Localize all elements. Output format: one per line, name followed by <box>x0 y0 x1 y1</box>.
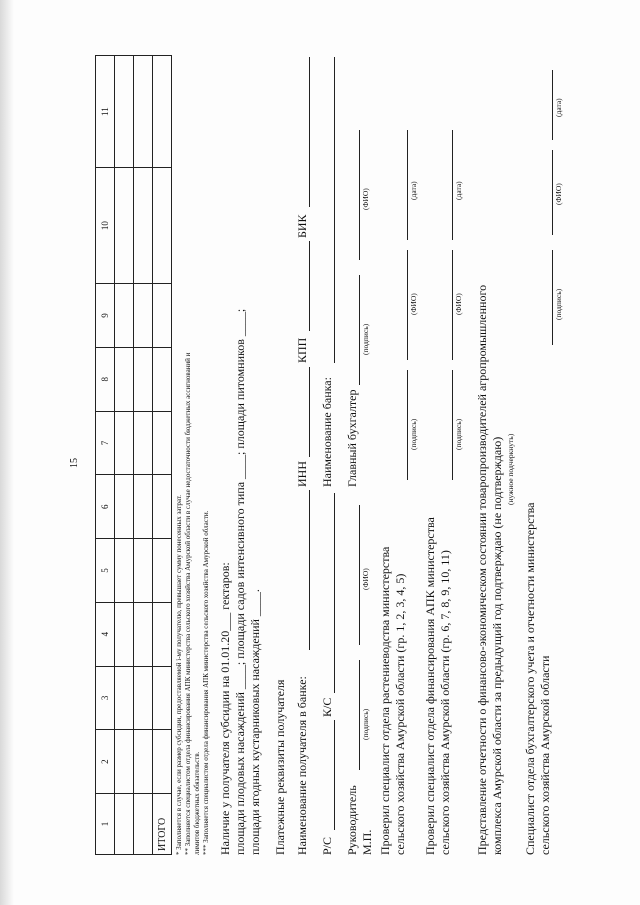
table-header-cell: 8 <box>96 347 115 411</box>
plant-fio-line <box>407 250 408 360</box>
checked-plant-line-1: Проверил специалист отдела растениеводства министерства <box>378 546 392 855</box>
accounting-fio-hint: (ФИО) <box>554 183 563 205</box>
footnote: ** Заполняется специалистом отдела финансирования АПК министерства сельского хозяйства Амурской области в случае недостаточности бюджетных ассигнований и <box>184 352 192 855</box>
head-sign-hint: (подпись) <box>361 708 370 740</box>
bik-label: БИК <box>295 214 309 238</box>
table-header-row <box>96 56 115 855</box>
table-total-row <box>153 56 172 855</box>
table-header-cell: 10 <box>96 168 115 284</box>
footnote: лимитов бюджетных обязательств. <box>193 751 201 855</box>
underline-hint: (нужное подчеркнуть) <box>506 433 515 505</box>
payment-header: Платежные реквизиты получателя <box>273 679 287 855</box>
table-header-cell: 3 <box>96 666 115 730</box>
bik-line <box>309 57 310 207</box>
availability-line-2: площади плодовых насаждений ____; площади садов интенсивного типа ____; площади питомников ____; <box>233 308 247 855</box>
chief-fio-line <box>359 130 360 260</box>
checked-fin-line-2: сельского хозяйства Амурской области (гр. 6, 7, 8, 9, 10, 11) <box>438 550 452 855</box>
accounting-date-hint: (дата) <box>554 98 563 117</box>
head-fio-hint: (ФИО) <box>361 568 370 590</box>
chief-sign-line <box>359 275 360 385</box>
page-number: 15 <box>69 458 80 468</box>
fin-date-line <box>452 130 453 240</box>
table-row <box>115 56 134 855</box>
chief-sign-hint: (подпись) <box>361 323 370 355</box>
mp-label: М.П. <box>360 829 374 855</box>
availability-line-1: Наличие у получателя субсидии на 01.01.20___ гектаров: <box>218 562 232 855</box>
ks-label: К/С <box>320 697 334 717</box>
head-sign-line <box>359 660 360 770</box>
checked-plant-line-2: сельского хозяйства Амурской области (гр. 1, 2, 3, 4, 5) <box>393 573 407 855</box>
fin-fio-hint: (ФИО) <box>454 293 463 315</box>
head-fio-line <box>359 505 360 645</box>
table-header-cell: 11 <box>96 56 115 168</box>
rotated-sheet <box>69 55 615 855</box>
accounting-line-1: Специалист отдела бухгалтерского учета и отчетности министерства <box>523 502 537 855</box>
scan-edge-shadow <box>0 0 14 905</box>
checked-fin-line-1: Проверил специалист отдела финансирования АПК министерства <box>423 517 437 855</box>
summary-table <box>95 55 172 855</box>
plant-sign-line <box>407 370 408 480</box>
chief-accountant-label: Главный бухгалтер <box>345 389 359 487</box>
kpp-line <box>309 241 310 331</box>
table-header-cell: 2 <box>96 730 115 794</box>
plant-sign-hint: (подпись) <box>409 418 418 450</box>
table-header-cell: 7 <box>96 411 115 475</box>
table-header-cell: 4 <box>96 602 115 666</box>
inn-line <box>309 367 310 457</box>
ks-line <box>334 493 335 693</box>
bank-label: Наименование банка: <box>320 377 334 487</box>
fin-fio-line <box>452 250 453 360</box>
accounting-fio-line <box>552 150 553 235</box>
report-line-2: комплекса Амурской области за предыдущий год подтверждаю (не подтверждаю) <box>490 436 504 855</box>
accounting-line-2: сельского хозяйства Амурской области <box>538 655 552 855</box>
rs-line <box>334 720 335 830</box>
plant-fio-hint: (ФИО) <box>409 293 418 315</box>
footnote: *** Заполняется специалистом отдела финансирования АПК министерства сельского хозяйства Амурской области. <box>202 510 210 855</box>
plant-date-hint: (дата) <box>409 181 418 200</box>
kpp-label: КПП <box>295 337 309 363</box>
fin-date-hint: (дата) <box>454 181 463 200</box>
fin-sign-hint: (подпись) <box>454 418 463 450</box>
table-header-cell: 9 <box>96 284 115 348</box>
plant-date-line <box>407 130 408 240</box>
rs-label: Р/С <box>320 836 334 855</box>
table-row <box>134 56 153 855</box>
bank-name-label: Наименование получателя в банке: <box>295 676 309 855</box>
footnote: * Заполняется в случае, если размер субсидии, предоставляемой i-му получателю, превышает сумму понесенных затрат. <box>175 494 183 855</box>
report-line-1: Представление отчетности о финансово-экономическом состоянии товаропроизводителей агропромышленного <box>475 284 489 855</box>
table-header-cell: 1 <box>96 794 115 855</box>
fin-sign-line <box>452 370 453 480</box>
table-header-cell: 5 <box>96 539 115 603</box>
accounting-date-line <box>552 70 553 140</box>
availability-line-3: площади ягодных кустарниковых насаждений ____. <box>248 589 262 855</box>
inn-label: ИНН <box>295 461 309 487</box>
table-header-cell: 6 <box>96 475 115 539</box>
total-label: ИТОГО <box>153 794 172 855</box>
head-label: Руководитель <box>345 785 359 855</box>
bank-line <box>334 57 335 363</box>
accounting-sign-hint: (подпись) <box>554 288 563 320</box>
chief-fio-hint: (ФИО) <box>361 188 370 210</box>
bank-name-line <box>309 490 310 650</box>
accounting-sign-line <box>552 250 553 345</box>
